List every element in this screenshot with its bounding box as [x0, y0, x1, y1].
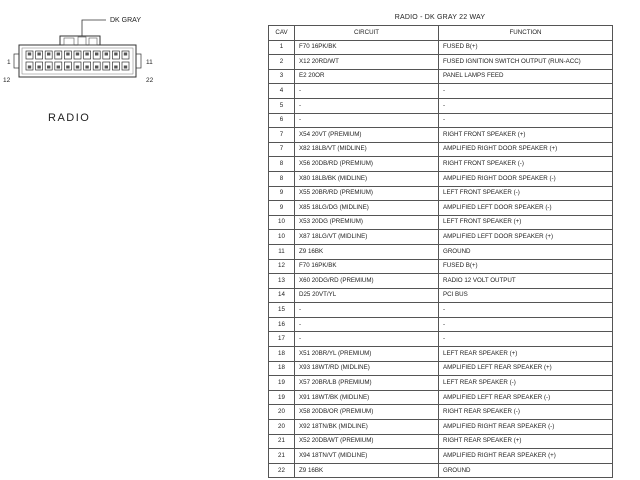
table-row	[269, 55, 613, 70]
table-row	[269, 332, 613, 347]
table-row	[269, 40, 613, 55]
pin-cavity	[55, 51, 62, 59]
pin-cavity	[93, 62, 100, 70]
pin-cavity	[45, 51, 52, 59]
function-cell: -	[439, 317, 613, 332]
circuit-cell: X80 18LB/BK (MIDLINE)	[295, 171, 439, 186]
color-leader	[82, 20, 106, 36]
pin-cavity	[112, 62, 119, 70]
function-cell: -	[439, 303, 613, 318]
circuit-cell: Z9 16BK	[295, 463, 439, 478]
table-row	[269, 244, 613, 259]
circuit-cell: E2 20OR	[295, 69, 439, 84]
circuit-cell: -	[295, 113, 439, 128]
pin-cavity	[84, 62, 91, 70]
cav-cell: 1	[269, 40, 295, 55]
pin-cavity	[112, 51, 119, 59]
cav-cell: 21	[269, 449, 295, 464]
connector-pins	[26, 51, 129, 70]
cav-cell: 19	[269, 376, 295, 391]
cav-cell: 13	[269, 274, 295, 289]
cav-cell: 12	[269, 259, 295, 274]
table-row	[269, 113, 613, 128]
circuit-cell: X93 18WT/RD (MIDLINE)	[295, 361, 439, 376]
cav-cell: 11	[269, 244, 295, 259]
function-cell: RIGHT FRONT SPEAKER (-)	[439, 157, 613, 172]
function-cell: AMPLIFIED LEFT DOOR SPEAKER (+)	[439, 230, 613, 245]
table-row	[269, 186, 613, 201]
function-cell: -	[439, 332, 613, 347]
pin-cavity	[74, 62, 81, 70]
pin-cavity	[103, 62, 110, 70]
circuit-cell: -	[295, 84, 439, 99]
table-row	[269, 449, 613, 464]
function-cell: GROUND	[439, 244, 613, 259]
table-row	[269, 274, 613, 289]
function-cell: RIGHT REAR SPEAKER (-)	[439, 405, 613, 420]
function-cell: FUSED B(+)	[439, 259, 613, 274]
pinout-table	[268, 25, 613, 478]
circuit-cell: D25 20VT/YL	[295, 288, 439, 303]
cav-cell: 8	[269, 171, 295, 186]
function-cell: RIGHT REAR SPEAKER (+)	[439, 434, 613, 449]
cav-cell: 20	[269, 405, 295, 420]
function-cell: FUSED B(+)	[439, 40, 613, 55]
table-row	[269, 434, 613, 449]
function-cell: AMPLIFIED RIGHT REAR SPEAKER (-)	[439, 420, 613, 435]
cav-cell: 10	[269, 230, 295, 245]
function-cell: GROUND	[439, 463, 613, 478]
table-title: RADIO - DK GRAY 22 WAY	[394, 14, 486, 21]
table-row	[269, 201, 613, 216]
cav-cell: 4	[269, 84, 295, 99]
cav-cell: 18	[269, 347, 295, 362]
connector-diagram	[0, 0, 260, 110]
header-function: FUNCTION	[439, 26, 613, 41]
table-header-row	[269, 26, 613, 41]
cav-cell: 22	[269, 463, 295, 478]
cav-cell: 10	[269, 215, 295, 230]
pin-label-1: 1	[7, 59, 11, 66]
pin-cavity	[55, 62, 62, 70]
circuit-cell: -	[295, 317, 439, 332]
function-cell: AMPLIFIED LEFT REAR SPEAKER (-)	[439, 390, 613, 405]
circuit-cell: -	[295, 98, 439, 113]
table-row	[269, 142, 613, 157]
circuit-cell: X58 20DB/OR (PREMIUM)	[295, 405, 439, 420]
cav-cell: 16	[269, 317, 295, 332]
function-cell: RIGHT FRONT SPEAKER (+)	[439, 128, 613, 143]
table-row	[269, 215, 613, 230]
circuit-cell: X87 18LG/VT (MIDLINE)	[295, 230, 439, 245]
cav-cell: 2	[269, 55, 295, 70]
function-cell: AMPLIFIED RIGHT DOOR SPEAKER (+)	[439, 142, 613, 157]
circuit-cell: X85 18LG/DG (MIDLINE)	[295, 201, 439, 216]
pin-cavity	[36, 62, 43, 70]
function-cell: PCI BUS	[439, 288, 613, 303]
function-cell: LEFT FRONT SPEAKER (+)	[439, 215, 613, 230]
circuit-cell: -	[295, 332, 439, 347]
cav-cell: 6	[269, 113, 295, 128]
circuit-cell: X53 20DG (PREMIUM)	[295, 215, 439, 230]
circuit-cell: X55 20BR/RD (PREMIUM)	[295, 186, 439, 201]
connector-name: RADIO	[48, 112, 91, 124]
pin-cavity	[45, 62, 52, 70]
cav-cell: 9	[269, 201, 295, 216]
function-cell: AMPLIFIED LEFT DOOR SPEAKER (-)	[439, 201, 613, 216]
pin-cavity	[26, 51, 33, 59]
function-cell: PANEL LAMPS FEED	[439, 69, 613, 84]
table-row	[269, 69, 613, 84]
pin-cavity	[74, 51, 81, 59]
cav-cell: 5	[269, 98, 295, 113]
table-row	[269, 361, 613, 376]
cav-cell: 17	[269, 332, 295, 347]
circuit-cell: Z9 16BK	[295, 244, 439, 259]
cav-cell: 19	[269, 390, 295, 405]
cav-cell: 8	[269, 157, 295, 172]
function-cell: FUSED IGNITION SWITCH OUTPUT (RUN-ACC)	[439, 55, 613, 70]
table-row	[269, 259, 613, 274]
cav-cell: 18	[269, 361, 295, 376]
circuit-cell: X54 20VT (PREMIUM)	[295, 128, 439, 143]
function-cell: LEFT FRONT SPEAKER (-)	[439, 186, 613, 201]
cav-cell: 21	[269, 434, 295, 449]
cav-cell: 20	[269, 420, 295, 435]
function-cell: AMPLIFIED LEFT REAR SPEAKER (+)	[439, 361, 613, 376]
pin-cavity	[93, 51, 100, 59]
circuit-cell: -	[295, 303, 439, 318]
circuit-cell: X56 20DB/RD (PREMIUM)	[295, 157, 439, 172]
table-row	[269, 303, 613, 318]
table-row	[269, 420, 613, 435]
pin-label-22: 22	[146, 77, 154, 84]
circuit-cell: X60 20DG/RD (PREMIUM)	[295, 274, 439, 289]
circuit-cell: X92 18TN/BK (MIDLINE)	[295, 420, 439, 435]
header-circuit: CIRCUIT	[295, 26, 439, 41]
circuit-cell: X82 18LB/VT (MIDLINE)	[295, 142, 439, 157]
pin-cavity	[122, 51, 129, 59]
pin-cavity	[84, 51, 91, 59]
function-cell: LEFT REAR SPEAKER (+)	[439, 347, 613, 362]
pin-cavity	[64, 62, 71, 70]
function-cell: -	[439, 98, 613, 113]
table-row	[269, 463, 613, 478]
function-cell: AMPLIFIED RIGHT DOOR SPEAKER (-)	[439, 171, 613, 186]
table-row	[269, 317, 613, 332]
pin-cavity	[103, 51, 110, 59]
circuit-cell: X57 20BR/LB (PREMIUM)	[295, 376, 439, 391]
function-cell: -	[439, 113, 613, 128]
function-cell: RADIO 12 VOLT OUTPUT	[439, 274, 613, 289]
pin-cavity	[64, 51, 71, 59]
circuit-cell: F70 16PK/BK	[295, 40, 439, 55]
function-cell: LEFT REAR SPEAKER (-)	[439, 376, 613, 391]
circuit-cell: X12 20RD/WT	[295, 55, 439, 70]
table-row	[269, 230, 613, 245]
table-row	[269, 171, 613, 186]
pin-cavity	[36, 51, 43, 59]
cav-cell: 9	[269, 186, 295, 201]
table-row	[269, 405, 613, 420]
pin-label-11: 11	[146, 59, 153, 66]
circuit-cell: X51 20BR/YL (PREMIUM)	[295, 347, 439, 362]
table-row	[269, 128, 613, 143]
table-row	[269, 84, 613, 99]
cav-cell: 7	[269, 142, 295, 157]
table-row	[269, 347, 613, 362]
function-cell: -	[439, 84, 613, 99]
cav-cell: 3	[269, 69, 295, 84]
cav-cell: 14	[269, 288, 295, 303]
function-cell: AMPLIFIED RIGHT REAR SPEAKER (+)	[439, 449, 613, 464]
table-row	[269, 157, 613, 172]
connector-color-label: DK GRAY	[110, 17, 141, 24]
pin-cavity	[122, 62, 129, 70]
circuit-cell: X52 20DB/WT (PREMIUM)	[295, 434, 439, 449]
circuit-cell: X91 18WT/BK (MIDLINE)	[295, 390, 439, 405]
circuit-cell: X94 18TN/VT (MIDLINE)	[295, 449, 439, 464]
cav-cell: 15	[269, 303, 295, 318]
table-row	[269, 288, 613, 303]
pin-cavity	[26, 62, 33, 70]
table-row	[269, 376, 613, 391]
header-cav: CAV	[269, 26, 295, 41]
cav-cell: 7	[269, 128, 295, 143]
circuit-cell: F70 16PK/BK	[295, 259, 439, 274]
table-row	[269, 390, 613, 405]
table-row	[269, 98, 613, 113]
pin-label-12: 12	[3, 77, 11, 84]
